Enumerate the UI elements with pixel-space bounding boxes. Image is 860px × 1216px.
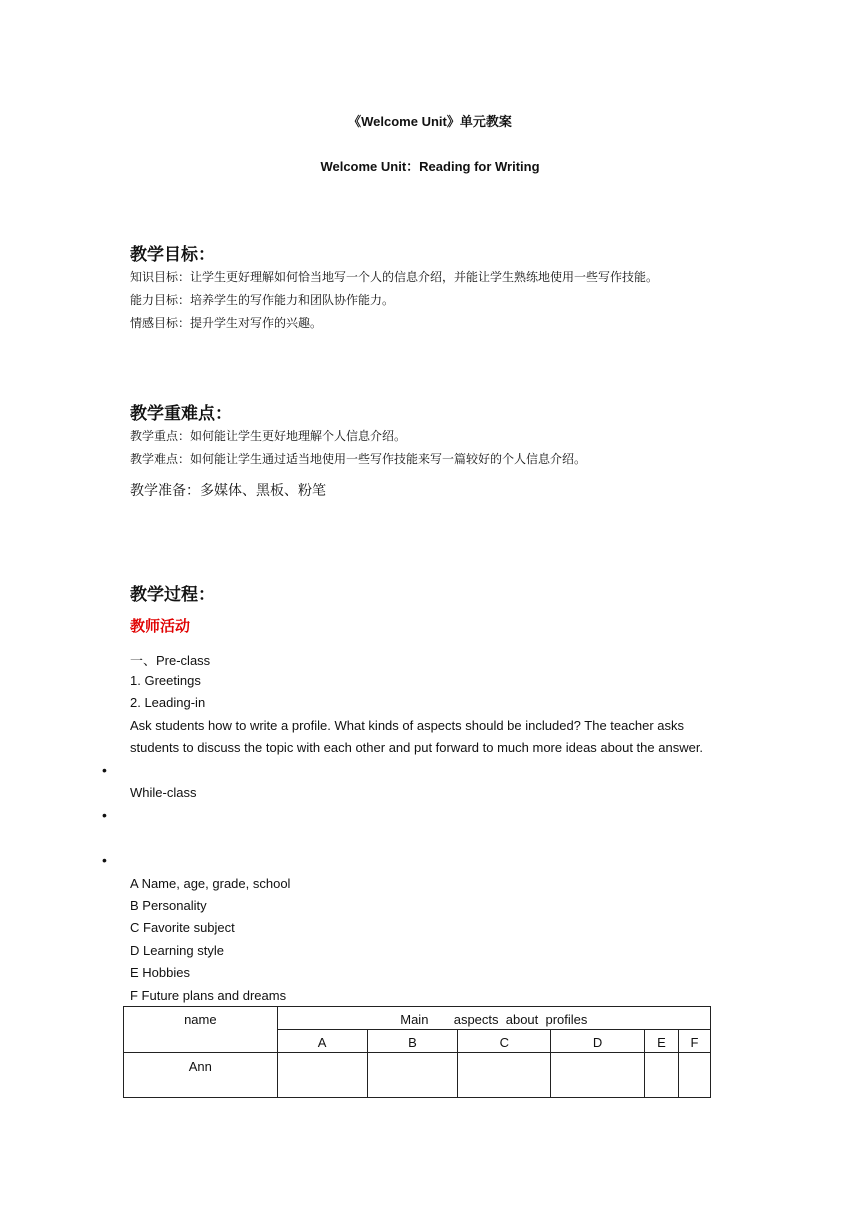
table-column-f: F <box>678 1030 710 1053</box>
table-header-name: name <box>124 1007 278 1053</box>
aspect-item: E Hobbies <box>130 965 190 980</box>
document-subtitle: Welcome Unit：Reading for Writing <box>320 159 540 174</box>
table-cell <box>645 1053 679 1098</box>
objective-ability: 能力目标：培养学生的写作能力和团队协作能力。 <box>130 293 395 307</box>
aspect-item: F Future plans and dreams <box>130 988 287 1003</box>
aspect-item: A Name, age, grade, school <box>130 876 291 891</box>
table-cell <box>277 1053 367 1098</box>
pre-class-heading: 一、Pre-class <box>130 653 211 668</box>
paragraph-line-1: Ask students how to write a profile. What kinds of aspects should be included? The teacher asks <box>130 718 685 733</box>
bullet-marker: • <box>102 852 107 868</box>
objective-emotion: 情感目标：提升学生对写作的兴趣。 <box>130 316 323 330</box>
paragraph-line-2: students to discuss the topic with each other and put forward to much more ideas about the answer. <box>130 740 704 755</box>
key-point: 教学重点：如何能让学生更好地理解个人信息介绍。 <box>130 429 407 443</box>
bullet-marker: • <box>102 762 107 778</box>
table-cell-name: Ann <box>124 1053 278 1098</box>
table-column-e: E <box>645 1030 679 1053</box>
profile-aspects-table <box>123 1006 711 1098</box>
table-column-c: C <box>458 1030 551 1053</box>
step-leading-in: 2. Leading-in <box>130 695 206 710</box>
teacher-activity-heading: 教师活动 <box>130 618 191 635</box>
aspect-item: C Favorite subject <box>130 920 235 935</box>
key-points-heading: 教学重难点： <box>130 404 232 423</box>
table-row <box>124 1053 711 1098</box>
objective-knowledge: 知识目标：让学生更好理解如何恰当地写一个人的信息介绍，并能让学生熟练地使用一些写作技能。 <box>130 270 659 284</box>
table-cell <box>458 1053 551 1098</box>
table-column-d: D <box>551 1030 645 1053</box>
process-heading: 教学过程： <box>130 585 215 604</box>
document-title: 《Welcome Unit》单元教案 <box>348 114 512 129</box>
table-column-a: A <box>277 1030 367 1053</box>
difficult-point: 教学难点：如何能让学生通过适当地使用一些写作技能来写一篇较好的个人信息介绍。 <box>130 452 587 466</box>
table-header-main: Main aspects about profiles <box>277 1007 710 1030</box>
bullet-marker: • <box>102 807 107 823</box>
table-cell <box>678 1053 710 1098</box>
aspect-item: B Personality <box>130 898 207 913</box>
step-greetings: 1. Greetings <box>130 673 201 688</box>
while-class-heading: While-class <box>130 785 197 800</box>
table-cell <box>551 1053 645 1098</box>
preparation-line: 教学准备：多媒体、黑板、粉笔 <box>130 482 326 498</box>
aspect-item: D Learning style <box>130 943 224 958</box>
table-cell <box>367 1053 458 1098</box>
table-column-b: B <box>367 1030 458 1053</box>
objectives-heading: 教学目标： <box>130 245 215 264</box>
